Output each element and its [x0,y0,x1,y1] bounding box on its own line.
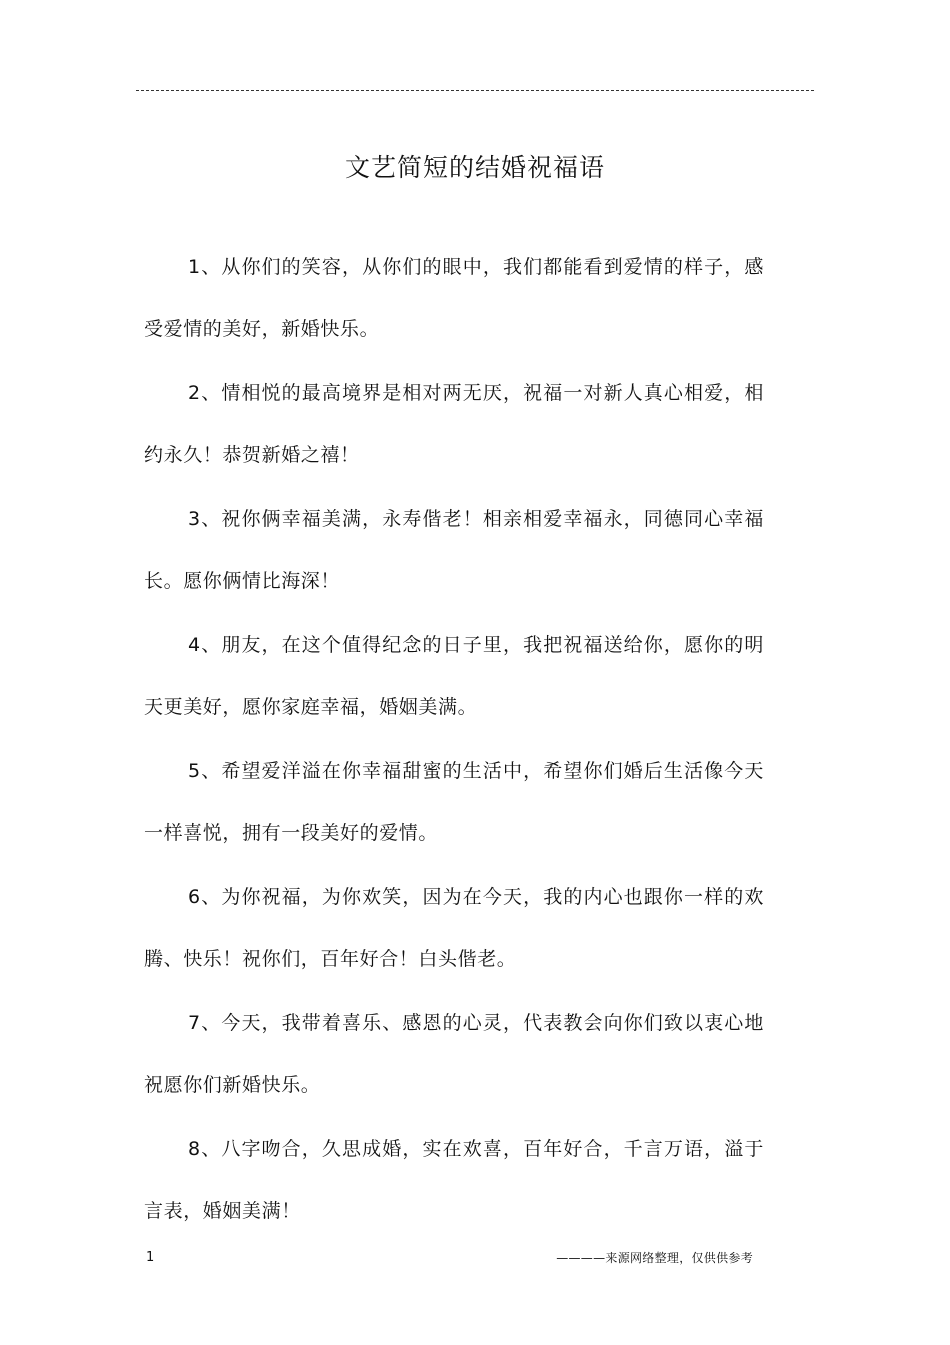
header-divider [136,90,814,91]
document-body [144,236,764,1244]
paragraph-3: 3、祝你俩幸福美满，永寿偕老！相亲相爱幸福永，同德同心幸福长。愿你俩情比海深！ [144,508,764,592]
document-title: 文艺简短的结婚祝福语 [344,153,605,182]
page-number: 1 [146,1250,155,1265]
paragraph-5: 5、希望爱洋溢在你幸福甜蜜的生活中，希望你们婚后生活像今天一样喜悦，拥有一段美好的爱情。 [144,760,764,844]
footer-source-note: ————来源网络整理，仅供供参考 [556,1251,753,1265]
paragraph-6: 6、为你祝福，为你欢笑，因为在今天，我的内心也跟你一样的欢腾、快乐！祝你们，百年好合！白头偕老。 [144,886,764,970]
paragraph-2: 2、情相悦的最高境界是相对两无厌，祝福一对新人真心相爱，相约永久！恭贺新婚之禧！ [144,382,764,466]
paragraph-8: 8、八字吻合，久思成婚，实在欢喜，百年好合，千言万语，溢于言表，婚姻美满！ [144,1138,764,1222]
paragraph-1: 1、从你们的笑容，从你们的眼中，我们都能看到爱情的样子，感受爱情的美好，新婚快乐。 [144,256,764,340]
paragraph-7: 7、今天，我带着喜乐、感恩的心灵，代表教会向你们致以衷心地祝愿你们新婚快乐。 [144,1012,764,1096]
paragraph-4: 4、朋友，在这个值得纪念的日子里，我把祝福送给你，愿你的明天更美好，愿你家庭幸福，婚姻美满。 [144,634,764,718]
